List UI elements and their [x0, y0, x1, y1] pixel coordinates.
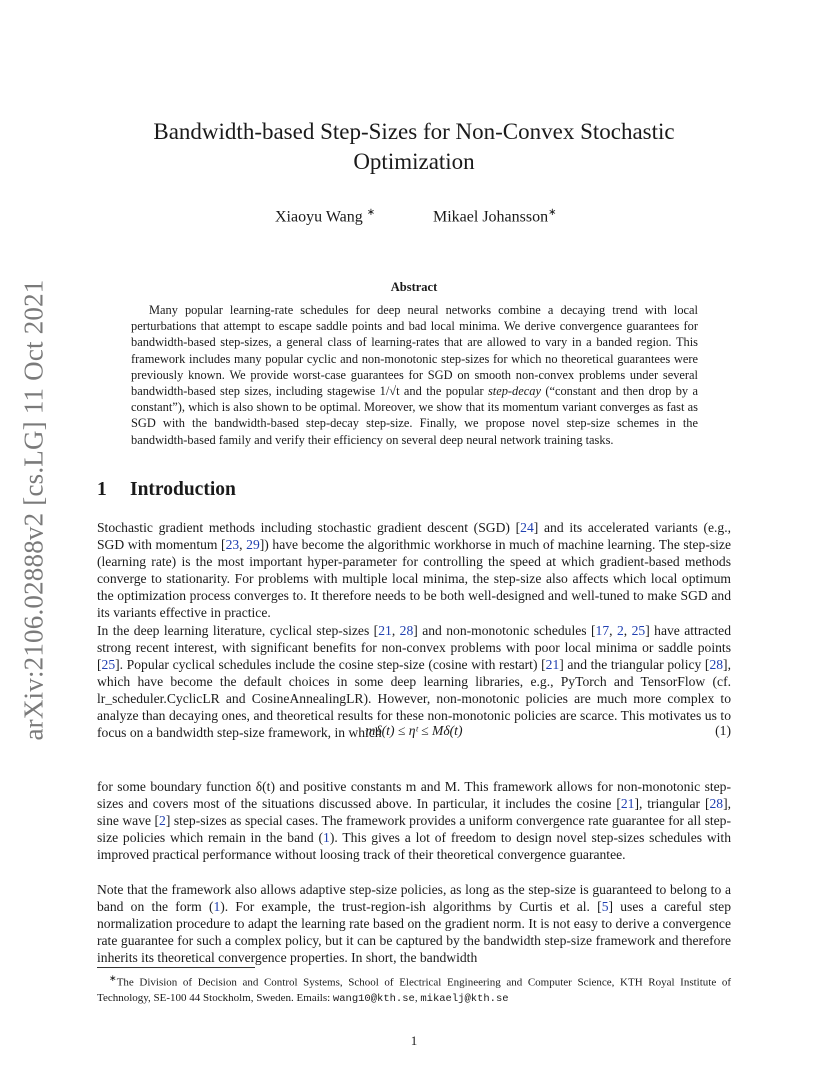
- footnote-mark: ∗: [109, 973, 117, 983]
- title-line-1: Bandwidth-based Step-Sizes for Non-Convex Stochastic: [153, 119, 675, 144]
- citation-link[interactable]: 28: [709, 657, 724, 672]
- equation-reference-link[interactable]: 1: [213, 899, 221, 914]
- paragraph-4: [97, 881, 731, 966]
- citation-link[interactable]: 17: [595, 623, 610, 638]
- section-title: Introduction: [130, 479, 236, 500]
- abstract-part-1: Many popular learning-rate schedules for deep neural networks combine a decaying trend with local perturbations that attempt to escape saddle points and bad local minima. We derive convergence guarantees for bandwidth-based step-sizes, a general class of learning-rates that are allowed to vary in a banded region. This framework includes many popular cyclic and non-monotonic step-sizes for which no theoretical guarantees were previously known. We provide worst-case guarantees for SGD on smooth non-convex problems under several bandwidth-based step sizes, including stagewise 1/√t and the popular: [131, 303, 698, 399]
- text: Note that the framework also allows adaptive step-size policies, as long as the step-size is guaranteed to belong to a band on the form (: [97, 882, 731, 914]
- citation-link[interactable]: 21: [545, 657, 560, 672]
- text: In the deep learning literature, cyclical step-sizes [: [97, 623, 379, 638]
- footnote: [97, 971, 731, 1007]
- citation-link[interactable]: 28: [709, 796, 724, 811]
- author-2: [433, 207, 557, 226]
- arxiv-sidebar: [4, 279, 64, 741]
- text: ] and non-monotonic schedules [: [413, 623, 596, 638]
- equation-1: [97, 723, 731, 743]
- section-heading: [97, 479, 236, 501]
- text: ]. Popular cyclical schedules include the cosine step-size (cosine with restart) [: [115, 657, 546, 672]
- author-list: [0, 207, 828, 231]
- citation-link[interactable]: 29: [246, 537, 260, 552]
- text: ). This gives a lot of freedom to design novel step-sizes schedules with improved practical performance without loosing track of their theoretical convergence guarantee.: [97, 830, 731, 862]
- text: ] uses a careful step normalization procedure to adapt the learning rate based on the gradient norm. It is not easy to derive a convergence rate guarantee for such a complex policy, but it can be captured by the bandwidth step-size framework and therefore inherits its theoretical convergence properties. In short, the bandwidth: [97, 899, 731, 965]
- footnote-text: The Division of Decision and Control Systems, School of Electrical Engineering and Computer Science, KTH Royal Institute of Technology, SE-100 44 Stockholm, Sweden. Emails:: [97, 976, 731, 1004]
- citation-link[interactable]: 2: [616, 623, 624, 638]
- text: for some boundary function δ(t) and positive constants m and M. This framework allows for non-monotonic step-sizes and covers most of the situations discussed above. In particular, it includes the cosine [: [97, 779, 731, 811]
- paragraph-3: [97, 778, 731, 863]
- author-1-mark: ∗: [366, 207, 376, 218]
- text: ] have attracted strong recent interest, with significant benefits for non-convex problems with poor local minima or saddle points [: [97, 623, 732, 672]
- citation-link[interactable]: 23: [225, 537, 240, 552]
- page-number: 1: [410, 1033, 418, 1048]
- paragraph-1: [97, 519, 731, 621]
- text: ,: [609, 623, 617, 638]
- citation-link[interactable]: 5: [601, 899, 609, 914]
- footnote-divider: [97, 967, 255, 968]
- author-1-name: Xiaoyu Wang: [275, 208, 363, 226]
- text: ,: [391, 623, 400, 638]
- title-line-2: Optimization: [353, 149, 475, 174]
- text: ], which have become the default choices in some deep learning libraries, e.g., PyTorch and TensorFlow (cf. lr_scheduler.CyclicLR and CosineAnnealingLR). However, non-monotonic policies are much more complex to analyze than decaying ones, and theoretical results for these non-monotonic policies are scarce. This motivates us to focus on a bandwidth step-size framework, in which: [97, 657, 731, 740]
- citation-link[interactable]: 24: [520, 520, 534, 535]
- text: ). For example, the trust-region-ish algorithms by Curtis et al. [: [220, 899, 602, 914]
- text: Stochastic gradient methods including stochastic gradient descent (SGD) [: [97, 520, 521, 535]
- text: ] and its accelerated variants (e.g., SGD with momentum [: [97, 520, 731, 552]
- equation-number: (1): [715, 723, 731, 738]
- text: ] and the triangular policy [: [559, 657, 710, 672]
- citation-link[interactable]: 21: [378, 623, 392, 638]
- equation-expression: mδ(t) ≤ ηᵗ ≤ Mδ(t): [365, 723, 463, 738]
- text: ]) have become the algorithmic workhorse in much of machine learning. The step-size (learning rate) is the most important hyper-parameter for controlling the speed at which gradient-based methods converge to stationarity. For problems with multiple local minima, the step-size also affects which local optimum the optimization process converges to. It therefore needs to be both well-designed and well-tuned to make SGD and its variants effective in practice.: [97, 537, 731, 620]
- author-1: [275, 207, 375, 226]
- citation-link[interactable]: 25: [101, 657, 116, 672]
- arxiv-identifier: arXiv:2106.02888v2 [cs.LG] 11 Oct 2021: [18, 279, 49, 741]
- author-2-mark: ∗: [548, 207, 557, 218]
- email-1[interactable]: wang10@kth.se: [332, 992, 415, 1005]
- email-separator: ,: [414, 991, 421, 1004]
- abstract-part-2: (“constant and then drop by a constant”), which is also shown to be optimal. Moreover, we show that its momentum variant converges as fast as SGD with the bandwidth-based step-decay step-size. Finally, we propose novel step-size schemes in the bandwidth-based family and verify their efficiency on several deep neural network training tasks.: [131, 384, 698, 447]
- text: ,: [623, 623, 632, 638]
- abstract-body: [131, 302, 698, 448]
- citation-link[interactable]: 2: [159, 813, 166, 828]
- email-2[interactable]: mikaelj@kth.se: [420, 992, 509, 1005]
- author-2-name: Mikael Johansson: [433, 208, 549, 226]
- text: ], sine wave [: [97, 796, 731, 828]
- abstract-heading: Abstract: [390, 280, 438, 294]
- citation-link[interactable]: 28: [399, 623, 414, 638]
- paper-title: [100, 117, 728, 177]
- section-number: 1: [97, 479, 107, 500]
- text: ,: [239, 537, 247, 552]
- equation-reference-link[interactable]: 1: [323, 830, 330, 845]
- citation-link[interactable]: 21: [620, 796, 635, 811]
- text: ] step-sizes as special cases. The framework provides a uniform convergence rate guarantee for all step-size policies which remain in the band (: [97, 813, 732, 845]
- citation-link[interactable]: 25: [631, 623, 646, 638]
- text: ], triangular [: [634, 796, 710, 811]
- abstract-emphasis: step-decay: [487, 384, 541, 399]
